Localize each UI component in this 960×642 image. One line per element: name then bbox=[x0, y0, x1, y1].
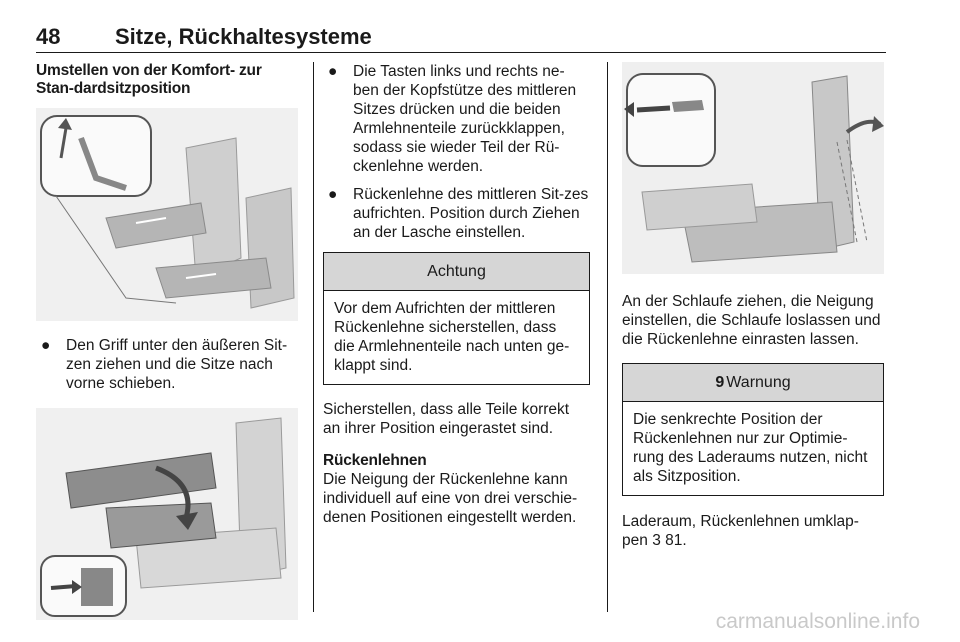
bullet-dot: ● bbox=[328, 186, 338, 203]
warning-icon: 9 bbox=[715, 374, 725, 391]
reference-page[interactable]: 81. bbox=[665, 532, 687, 549]
caution-title: Achtung bbox=[324, 253, 589, 291]
warning-header bbox=[623, 364, 883, 402]
caution-box bbox=[323, 252, 590, 385]
caution-text: Vor dem Aufrichten der mittleren Rückenlehne sicherstellen, dass die Armlehnenteile nach unten ge-klappt sind. bbox=[334, 300, 570, 374]
paragraph: Die Neigung der Rückenlehne kann individuell auf eine von drei verschie-denen Positionen eingestellt werden. bbox=[323, 471, 578, 526]
armrest-fold-illustration bbox=[36, 408, 298, 620]
warning-box bbox=[622, 363, 884, 496]
bullet-text: Die Tasten links und rechts ne-ben der Kopfstütze des mittleren Sitzes drücken und die beiden Armlehnenteile zurückklappen, sodass sie wieder Teil der Rü-ckenlehne werden. bbox=[353, 63, 577, 175]
column-1 bbox=[36, 62, 300, 620]
subsection-heading: Rückenlehnen bbox=[323, 452, 427, 469]
cross-reference bbox=[622, 512, 884, 550]
column-divider bbox=[313, 62, 314, 612]
instruction-bullet bbox=[323, 62, 590, 176]
bullet-text: Den Griff unter den äußeren Sit-zen ziehen und die Sitze nach vorne schieben. bbox=[66, 337, 288, 392]
column-3 bbox=[622, 62, 884, 550]
bullet-text: Rückenlehne des mittleren Sit-zes aufrichten. Position durch Ziehen an der Lasche einstellen. bbox=[353, 186, 589, 241]
reference-arrow-icon: 3 bbox=[652, 532, 661, 549]
instruction-bullet bbox=[323, 185, 590, 242]
backrest-tilt-illustration bbox=[622, 62, 884, 274]
section-heading: Umstellen von der Komfort- zur Stan-dardsitzposition bbox=[36, 62, 262, 97]
column-2 bbox=[323, 62, 590, 527]
paragraph: An der Schlaufe ziehen, die Neigung einstellen, die Schlaufe loslassen und die Rückenlehne einrasten lassen. bbox=[622, 293, 881, 348]
warning-title: Warnung bbox=[726, 374, 791, 391]
seat-slide-illustration bbox=[36, 108, 298, 321]
chapter-title: Sitze, Rückhaltesysteme bbox=[115, 24, 372, 49]
page-header bbox=[36, 22, 886, 53]
bullet-dot: ● bbox=[328, 63, 338, 80]
bullet-dot: ● bbox=[41, 337, 51, 354]
column-divider bbox=[607, 62, 608, 612]
reference-text: Laderaum, Rückenlehnen umklap-pen bbox=[622, 513, 859, 549]
warning-text: Die senkrechte Position der Rückenlehnen nur zur Optimie-rung des Laderaums nutzen, nicht als Sitzposition. bbox=[633, 411, 868, 485]
paragraph: Sicherstellen, dass alle Teile korrekt an ihrer Position eingerastet sind. bbox=[323, 401, 570, 437]
page-number: 48 bbox=[36, 24, 61, 49]
instruction-bullet bbox=[36, 336, 300, 393]
watermark: carmanualsonline.info bbox=[715, 610, 920, 633]
